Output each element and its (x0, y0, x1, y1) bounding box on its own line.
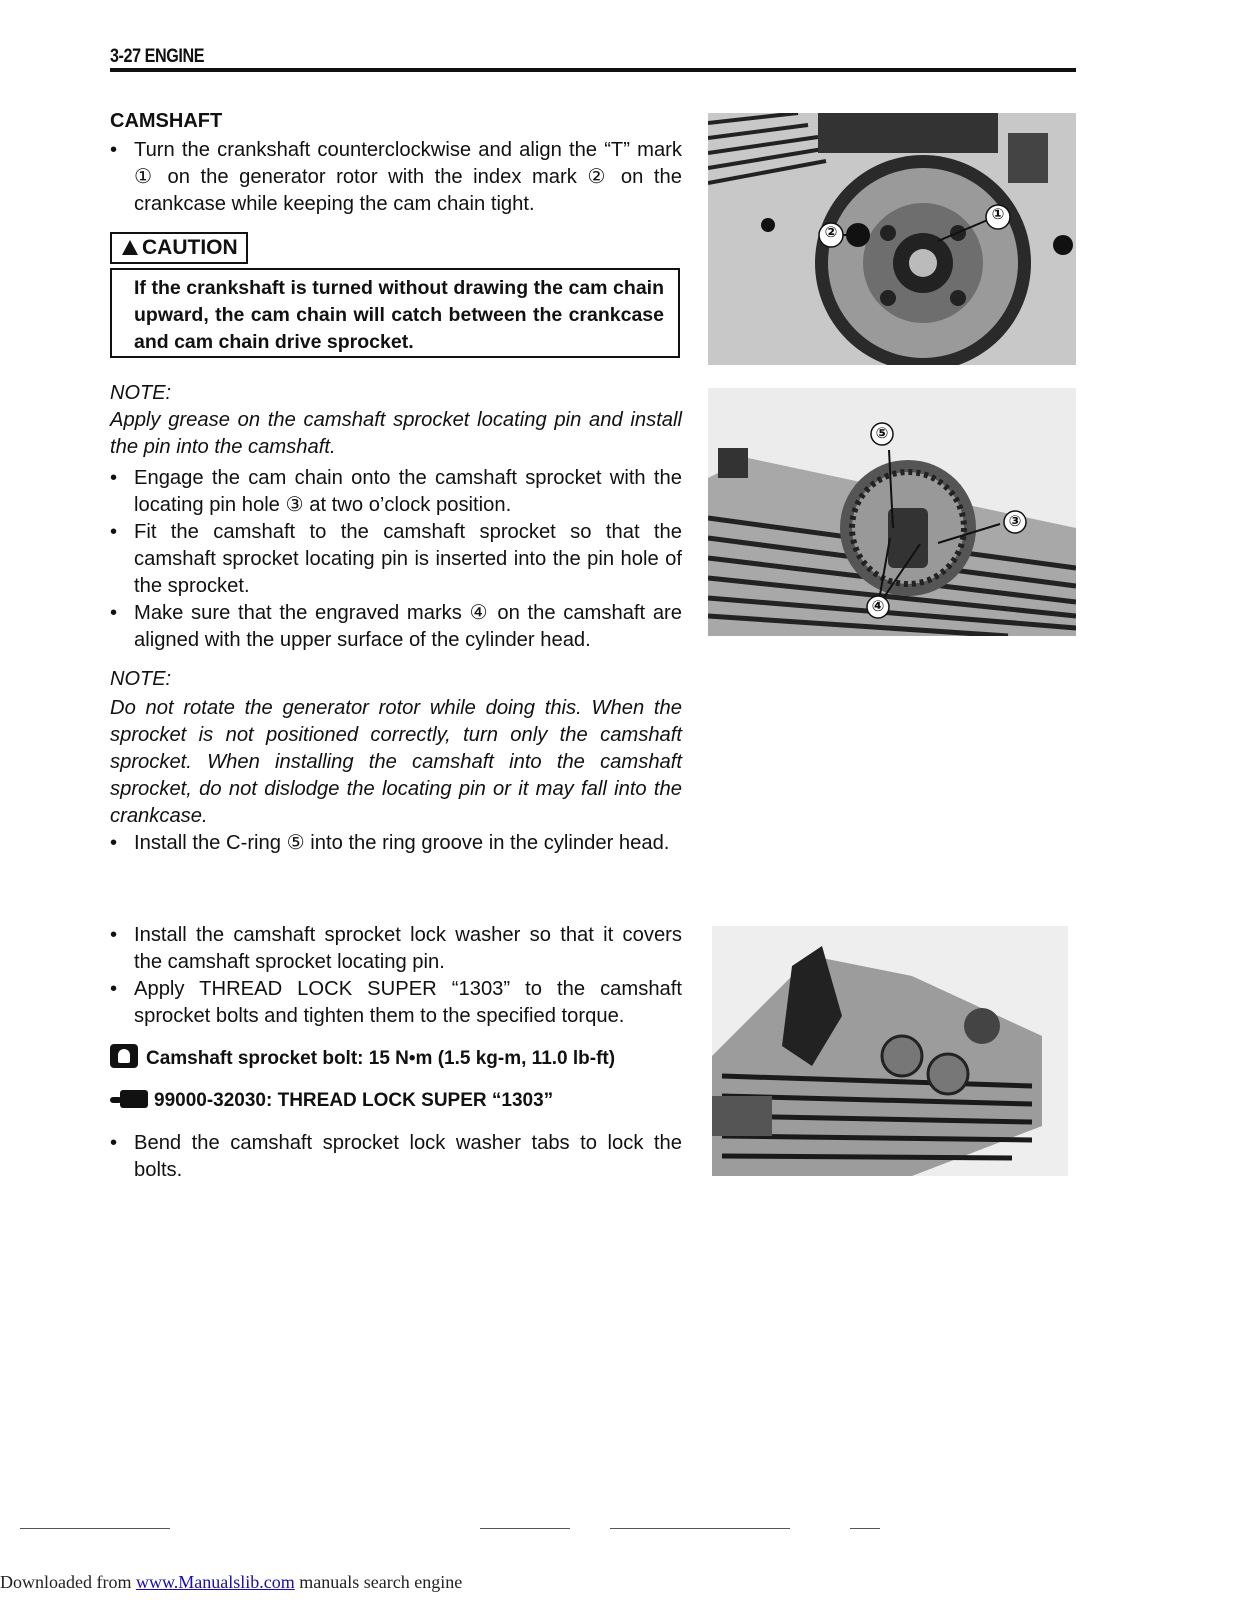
torque-wrench-icon (110, 1044, 138, 1068)
note-label-1: NOTE: (110, 382, 172, 404)
spec-thread-lock-text: 99000-32030: THREAD LOCK SUPER “1303” (154, 1090, 554, 1111)
note-body-2: Do not rotate the generator rotor while doing this. When the sprocket is not positioned correctly, turn only the camshaft sprocket. When installing the camshaft into the camshaft sprocket, do not dislodge the locating pin or it may fall into the crankcase. (110, 697, 682, 827)
photo-lock-washer-drawing (712, 926, 1068, 1176)
photo-lock-washer (712, 926, 1068, 1176)
caution-text: If the crankshaft is turned without drawing the cam chain upward, the cam chain will catch between the crankcase and cam chain drive sprocket. (134, 277, 664, 353)
bullet-bend-tabs: • Bend the camshaft sprocket lock washer tabs to lock the bolts. (110, 1130, 682, 1184)
photo-camshaft-sprocket (708, 388, 1076, 636)
note-body-1: Apply grease on the camshaft sprocket locating pin and install the pin into the camshaft. (110, 409, 682, 458)
bullet-engraved-marks: • Make sure that the engraved marks ④ on the camshaft are aligned with the upper surface of the cylinder head. (110, 600, 682, 654)
bullet-engage-cam-chain: • Engage the cam chain onto the camshaft sprocket with the locating pin hole ③ at two o’clock position. (110, 465, 682, 519)
callout-4: ④ (871, 598, 885, 615)
scan-artifact-line-1 (20, 1528, 170, 1529)
callout-2: ② (824, 224, 838, 241)
callout-5: ⑤ (875, 425, 889, 442)
note-label-2: NOTE: (110, 668, 172, 690)
bullet-install-c-ring: • Install the C-ring ⑤ into the ring groove in the cylinder head. (110, 830, 682, 857)
scan-artifact-line-2 (480, 1528, 570, 1529)
footer-prefix: Downloaded from (0, 1572, 136, 1592)
spec-thread-lock (110, 1088, 553, 1112)
bullet-align-t-mark: • Turn the crankshaft counterclockwise and align the “T” mark ① on the generator rotor with the index mark ② on the crankcase while keeping the cam chain tight. (110, 137, 682, 218)
bullet-install-lock-washer: • Install the camshaft sprocket lock washer so that it covers the camshaft sprocket locating pin. (110, 922, 682, 976)
footer-suffix: manuals search engine (294, 1572, 463, 1592)
spec-torque (110, 1044, 615, 1070)
download-footer (0, 1572, 462, 1593)
thread-lock-icon (110, 1088, 150, 1110)
section-title: CAMSHAFT (110, 110, 223, 132)
photo-generator-rotor-drawing (708, 113, 1076, 365)
photo-generator-rotor (708, 113, 1076, 365)
warning-triangle-icon (122, 240, 138, 255)
page-header (110, 44, 1076, 72)
page-header-title: 3-27 ENGINE (110, 46, 205, 67)
callout-1: ① (991, 206, 1005, 223)
bullet-apply-thread-lock: • Apply THREAD LOCK SUPER “1303” to the camshaft sprocket bolts and tighten them to the specified torque. (110, 976, 682, 1030)
header-rule (110, 68, 1076, 72)
manualslib-link[interactable]: www.Manualslib.com (135, 1572, 295, 1592)
bullet-fit-camshaft: • Fit the camshaft to the camshaft sprocket so that the camshaft sprocket locating pin is inserted into the pin hole of the sprocket. (110, 519, 682, 600)
caution-box (110, 268, 680, 358)
caution-label-text: CAUTION (142, 236, 238, 259)
caution-label (110, 232, 248, 264)
scan-artifact-line-3 (610, 1528, 790, 1529)
spec-torque-text: Camshaft sprocket bolt: 15 N•m (1.5 kg-m, 11.0 lb-ft) (146, 1048, 616, 1069)
scan-artifact-line-4 (850, 1528, 880, 1529)
callout-3: ③ (1008, 513, 1022, 530)
